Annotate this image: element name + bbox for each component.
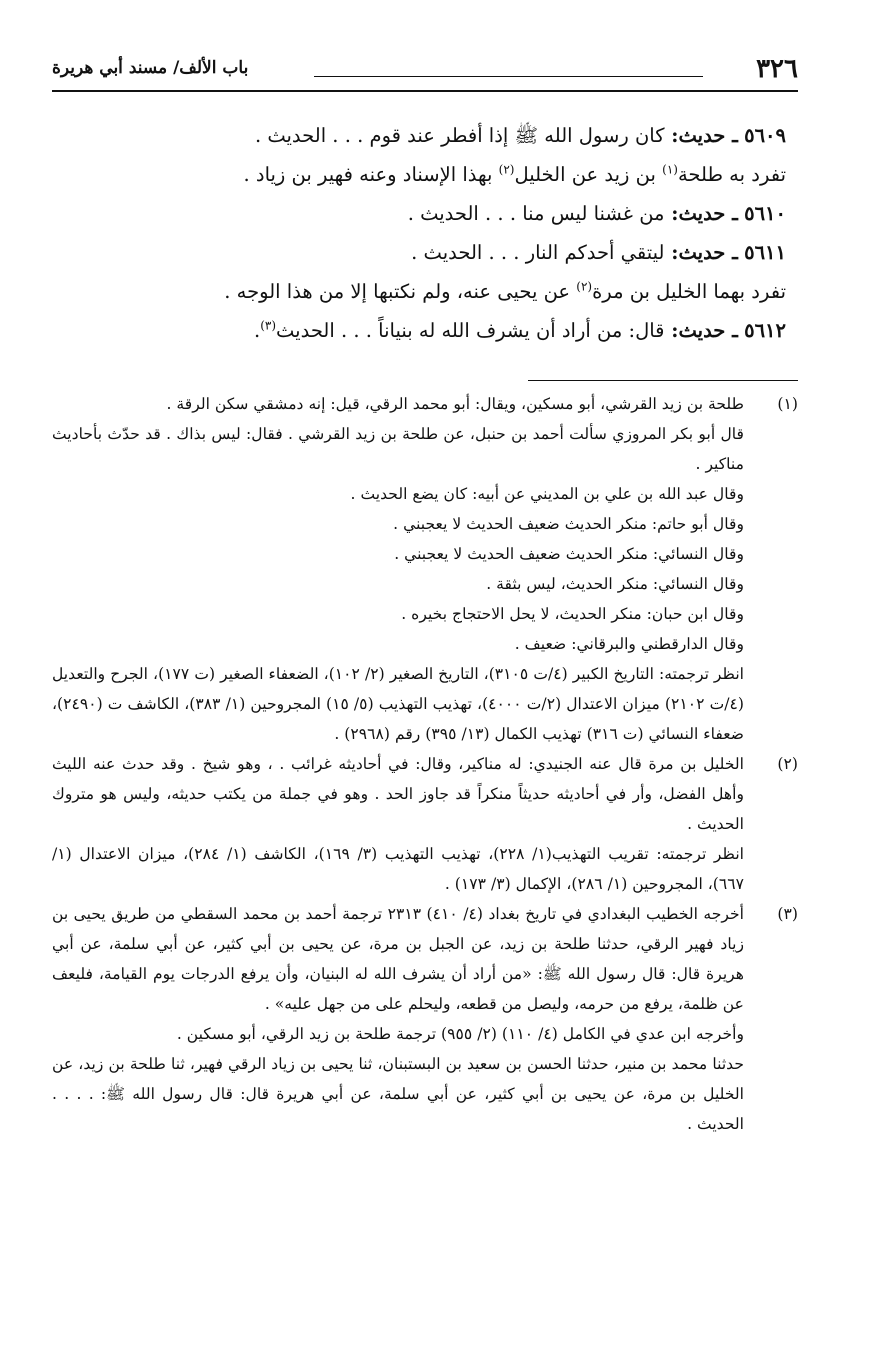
hadith-5612-line [66, 311, 786, 350]
hadith-number: ٥٦٠٩ [744, 124, 786, 147]
page-number: ٣٢٦ [756, 54, 798, 84]
running-title: باب الألف/ مسند أبي هريرة [52, 58, 249, 78]
hadith-word: حديث [678, 124, 726, 147]
hadith-number: ٥٦١٢ [744, 319, 786, 342]
footnote-marker: (٣) [777, 905, 798, 923]
footnote-divider [528, 380, 798, 381]
footnote-2 [52, 749, 798, 899]
footnote-paragraph: قال أبو بكر المروزي سألت أحمد بن حنبل، عن طلحة بن زيد القرشي . فقال: ليس بذاك . قد حدّث بأحاديث مناكير . [52, 425, 744, 473]
footnote-paragraph: أخرجه الخطيب البغدادي في تاريخ بغداد (٤/ ٤١٠) ٢٣١٣ ترجمة أحمد بن محمد السقطي من طريق يحيى بن زياد فهير الرقي، حدثنا طلحة بن زيد، عن الجبل بن مرة، عن يحيى بن أبي كثير، عن أبي سلمة، عن أبي هريرة قال: قال رسول الله ﷺ: «من أراد أن يشرف الله له البنيان، وأن يرفع الدرجات يوم القيامة، فليعف عن ظلمة، يرفع من حرمه، وليصل من قطعه، وليحلم على من جهل عليه» . [52, 905, 745, 1013]
footnote-paragraph: الخليل بن مرة قال عنه الجنيدي: له مناكير، وقال: في أحاديثه غرائب . ، وهو شيخ . وقد حدث عنه الليث وأهل الفضل، وأر في أحاديثه حديثاً منكراً قد جاوز الحد . وهو في جملة من يكتب حديثه، وليس هو متروك الحديث . [52, 755, 744, 833]
footnote-paragraph: وقال أبو حاتم: منكر الحديث ضعيف الحديث لا يعجبني . [393, 515, 744, 533]
footnote-reference[interactable]: (٣) [260, 318, 277, 333]
footnote-paragraph: حدثنا محمد بن منير، حدثنا الحسن بن سعيد بن البستبنان، ثنا يحيى بن زياد الرقي فهير، ثنا طلحة بن زيد، عن الخليل بن مرة، عن يحيى بن أبي كثير، عن أبي سلمة، عن أبي هريرة قال: قال رسول الله ﷺ: . . . . الحديث . [52, 1055, 744, 1133]
footnote-paragraph: وقال الدارقطني والبرقاني: ضعيف . [514, 635, 744, 653]
hadith-number: ٥٦١١ [744, 241, 786, 264]
narration-line-2 [66, 272, 786, 311]
footnote-paragraph: وأخرجه ابن عدي في الكامل (٤/ ١١٠) (٢/ ٩٥٥) ترجمة طلحة بن زيد الرقي، أبو مسكين . [176, 1025, 744, 1043]
hadith-label: ـ حديث: [664, 241, 738, 264]
footnote-paragraph: طلحة بن زيد القرشي، أبو مسكين، ويقال: أبو محمد الرقي، قيل: إنه دمشقي سكن الرقة . [166, 395, 744, 413]
hadith-text: قال: من أراد أن يشرف الله له بنياناً . . . الحديث [276, 319, 665, 342]
footnote-marker: (١) [777, 395, 798, 413]
hadith-word: حديث [678, 202, 726, 225]
footnote-paragraph: انظر ترجمته: التاريخ الكبير (٤/ت ٣١٠٥)، التاريخ الصغير (٢/ ١٠٢)، الضعفاء الصغير (ت ١٧٧)، الجرح والتعديل (٤/ت ٢١٠٢) ميزان الاعتدال (٢/ت ٤٠٠٠)، تهذيب التهذيب (٥/ ١٥) المجروحين (١/ ٣٨٣)، الكاشف ت (٢٤٩٠)، ضعفاء النسائي (ت ٣١٦) تهذيب الكمال (١٣/ ٣٩٥) رقم (٢٩٦٨) . [52, 665, 744, 743]
header-rule [314, 76, 703, 77]
footnotes [52, 389, 798, 1139]
narration-text-part: بن زيد عن الخليل [514, 163, 663, 186]
footnote-1 [52, 389, 798, 749]
footnote-3 [52, 899, 798, 1139]
hadith-5611-line [66, 233, 786, 272]
hadith-text-end: . [254, 319, 261, 342]
hadith-word: حديث [678, 241, 726, 264]
page-header [52, 52, 798, 92]
narration-text-part: تفرد به طلحة [677, 163, 786, 186]
main-text [52, 116, 798, 350]
hadith-5610-line [66, 194, 786, 233]
hadith-text: من غشنا ليس منا . . . الحديث . [407, 202, 665, 225]
book-page [52, 52, 798, 1139]
footnote-reference[interactable]: (١) [662, 162, 678, 177]
footnote-paragraph: وقال ابن حبان: منكر الحديث، لا يحل الاحتجاج بخيره . [401, 605, 744, 623]
footnote-paragraph: وقال النسائي: منكر الحديث، ليس بثقة . [486, 575, 744, 593]
footnote-reference[interactable]: (٢) [576, 279, 593, 294]
footnote-marker: (٢) [777, 755, 798, 773]
hadith-text: ليتقي أحدكم النار . . . الحديث . [411, 241, 665, 264]
hadith-label: ـ حديث: [664, 319, 738, 342]
footnote-paragraph: وقال عبد الله بن علي بن المديني عن أبيه: كان يضع الحديث . [350, 485, 744, 503]
narration-line-1 [66, 155, 786, 194]
narration-text-part: بهذا الإسناد وعنه فهير بن زياد . [243, 163, 499, 186]
footnote-paragraph: انظر ترجمته: تقريب التهذيب(١/ ٢٢٨)، تهذيب التهذيب (٣/ ١٦٩)، الكاشف (١/ ٢٨٤)، ميزان الاعتدال (١/ ٦٦٧)، المجروحين (١/ ٢٨٦)، الإكمال (٣/ ١٧٣) . [52, 845, 744, 893]
hadith-label: ـ حديث: [664, 124, 738, 147]
hadith-label: ـ حديث: [664, 202, 738, 225]
narration-text-part: عن يحيى عنه، ولم نكتبها إلا من هذا الوجه . [224, 280, 577, 303]
hadith-text: كان رسول الله ﷺ إذا أفطر عند قوم . . . الحديث . [254, 124, 665, 147]
hadith-word: حديث [678, 319, 726, 342]
footnote-reference[interactable]: (٢) [498, 162, 515, 177]
hadith-5609-line [66, 116, 786, 155]
hadith-number: ٥٦١٠ [744, 202, 786, 225]
footnote-paragraph: وقال النسائي: منكر الحديث ضعيف الحديث لا يعجبني . [394, 545, 744, 563]
narration-text-part: تفرد بهما الخليل بن مرة [592, 280, 786, 303]
